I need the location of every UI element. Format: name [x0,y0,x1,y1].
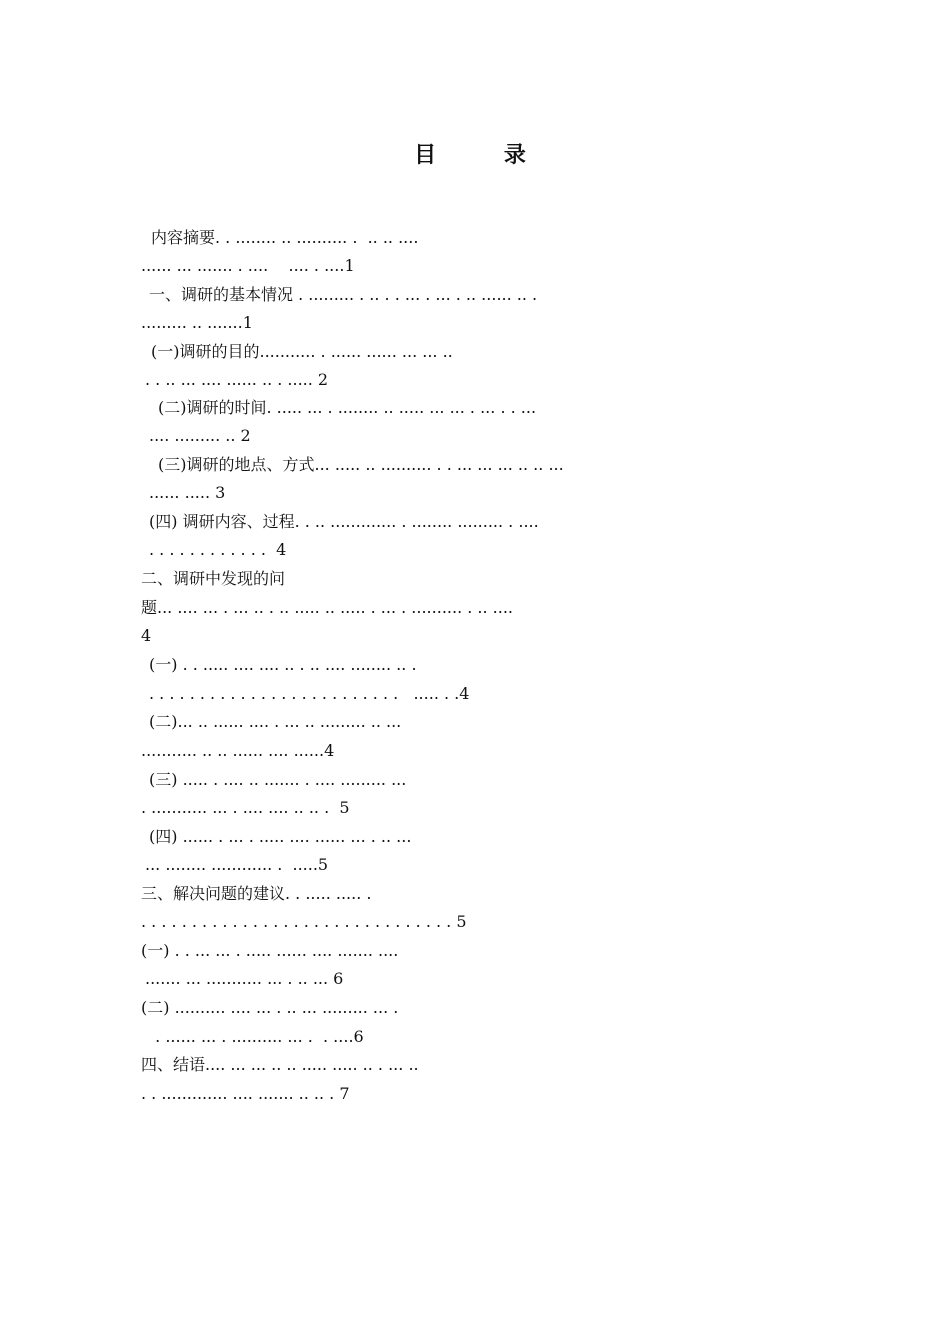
toc-entry-section-1: 一、调研的基本情况 . ......... . .. . . ... . ... . .. ...... .. . [149,285,538,304]
toc-entry-1-1: (一)调研的目的........... . ...... ...... ... ... .. [151,342,453,361]
toc-entry-section-3: 三、解决问题的建议. . ..... ..... . [141,884,372,903]
toc-entry-2-3-dots: . ........... ... . .... .... .. .. . 5 [141,798,350,817]
toc-entry-2-4: (四) ...... . ... . ..... .... ...... ... . .. ... [149,827,412,846]
toc-entry-3-2-dots: . ...... ... . .......... ... . . ....6 [145,1027,364,1046]
toc-entry-3-1-dots: ....... ... ........... ... . .. ... 6 [145,969,344,988]
toc-entry-2-2: (二)... .. ...... .... . ... .. ......... .. ... [149,712,402,731]
toc-title: 目 录 [414,142,556,168]
toc-entry-3-2: (二) .......... .... ... . .. ... ......... ... . [141,998,399,1017]
toc-entry-section-4-dots: . . ............. .... ....... .. .. . 7 [141,1084,350,1103]
toc-entry-1-4-dots: . . . . . . . . . . . . 4 [149,540,287,559]
toc-entry-section-1-dots: ......... .. .......1 [141,313,253,332]
toc-entry-2-2-dots: ........... .. .. ...... .... ......4 [141,741,335,760]
toc-entry-1-2-dots: .... ......... .. 2 [149,426,251,445]
toc-entry-1-4: (四) 调研内容、过程. . .. ............. . ........ ......... . .... [149,512,539,531]
toc-entry-2-3: (三) ..... . .... .. ....... . .... ......... ... [149,770,407,789]
toc-entry-2-1: (一) . . ..... .... .... .. . .. .... ........ .. . [149,655,417,674]
toc-entry-1-3: (三)调研的地点、方式... ..... .. .......... . . ... ... ... .. .. ... [158,455,564,474]
toc-entry-3-1: (一) . . ... ... . ..... ...... .... ....... .... [141,941,399,960]
toc-entry-section-4: 四、结语.... ... ... .. .. ..... ..... .. . ... .. [141,1055,419,1074]
toc-entry-1-2: (二)调研的时间. ..... ... . ........ .. ..... ... ... . ... . . ... [158,398,537,417]
toc-entry-section-3-dots: . . . . . . . . . . . . . . . . . . . . . . . . . . . . . . . 5 [141,912,467,931]
toc-entry-abstract: 内容摘要. . ........ .. .......... . .. .. .... [151,228,419,247]
toc-entry-2-1-dots: . . . . . . . . . . . . . . . . . . . . . . . . . ..... . .4 [149,684,470,703]
toc-entry-section-2-page: 4 [141,626,152,645]
toc-entry-abstract-dots: ...... ... ....... . .... .... . ....1 [141,256,355,275]
toc-entry-section-2-cont: 题... .... ... . ... .. . .. ..... .. ..... . ... . .......... . .. .... [141,598,514,617]
toc-entry-1-3-dots: ...... ..... 3 [149,483,226,502]
toc-entry-2-4-dots: ... ........ ............ . .....5 [145,855,329,874]
toc-entry-section-2: 二、调研中发现的问 [141,569,286,588]
toc-entry-1-1-dots: . . .. ... .... ...... .. . ..... 2 [145,370,329,389]
